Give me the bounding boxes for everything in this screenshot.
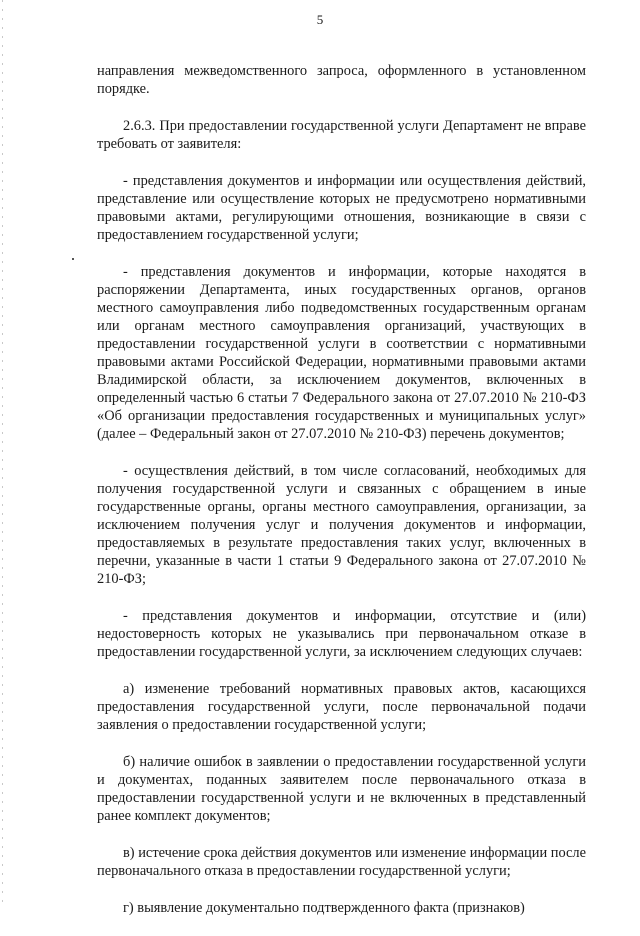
paragraph-subitem-b: б) наличие ошибок в заявлении о предоставлении государственной услуги и документах, поданных заявителем после первоначального отказа в предоставлении государственной услуги и не включенных в представленный ранее комплект документов; <box>97 754 586 824</box>
document-body <box>97 62 586 936</box>
paragraph-subitem-v: в) истечение срока действия документов или изменение информации после первоначального отказа в предоставлении государственной услуги; <box>97 845 586 879</box>
paragraph-item-3: - осуществления действий, в том числе согласований, необходимых для получения государственной услуги и связанных с обращением в иные государственные органы, органы местного самоуправления, организации, за исключением получения услуг и получения документов и информации, предоставляемых в результате предоставления таких услуг, включенных в перечни, указанные в части 1 статьи 9 Федерального закона от 27.07.2010 № 210-ФЗ; <box>97 463 586 587</box>
paragraph-subitem-a: а) изменение требований нормативных правовых актов, касающихся предоставления государственной услуги, после первоначальной подачи заявления о предоставлении государственной услуги; <box>97 681 586 733</box>
paragraph-item-4: - представления документов и информации, отсутствие и (или) недостоверность которых не указывались при первоначальном отказе в предоставлении государственной услуги, за исключением следующих случаев: <box>97 608 586 660</box>
paragraph-clause-2-6-3: 2.6.3. При предоставлении государственной услуги Департамент не вправе требовать от заявителя: <box>97 118 586 152</box>
paragraph-item-1: - представления документов и информации или осуществления действий, представление или осуществление которых не предусмотрено нормативными правовыми актами, регулирующими отношения, возникающие в связи с предоставлением государственной услуги; <box>97 173 586 243</box>
paragraph-item-2: - представления документов и информации, которые находятся в распоряжении Департамента, иных государственных органов, органов местного самоуправления либо подведомственных государственным органам или органам местного самоуправления организаций, участвующих в предоставлении государственной услуги в соответствии с нормативными правовыми актами Российской Федерации, нормативными правовыми актами Владимирской области, за исключением документов, включенных в определенный частью 6 статьи 7 Федерального закона от 27.07.2010 № 210-ФЗ «Об организации предоставления государственных и муниципальных услуг» (далее – Федеральный закон от 27.07.2010 № 210-ФЗ) перечень документов; <box>97 264 586 442</box>
scan-speck <box>72 258 74 260</box>
paragraph-subitem-g: г) выявление документально подтвержденного факта (признаков) <box>123 900 525 916</box>
page-number: 5 <box>316 12 324 27</box>
paragraph-continuation: направления межведомственного запроса, оформленного в установленном порядке. <box>97 63 586 97</box>
scan-edge-dots <box>2 0 3 905</box>
